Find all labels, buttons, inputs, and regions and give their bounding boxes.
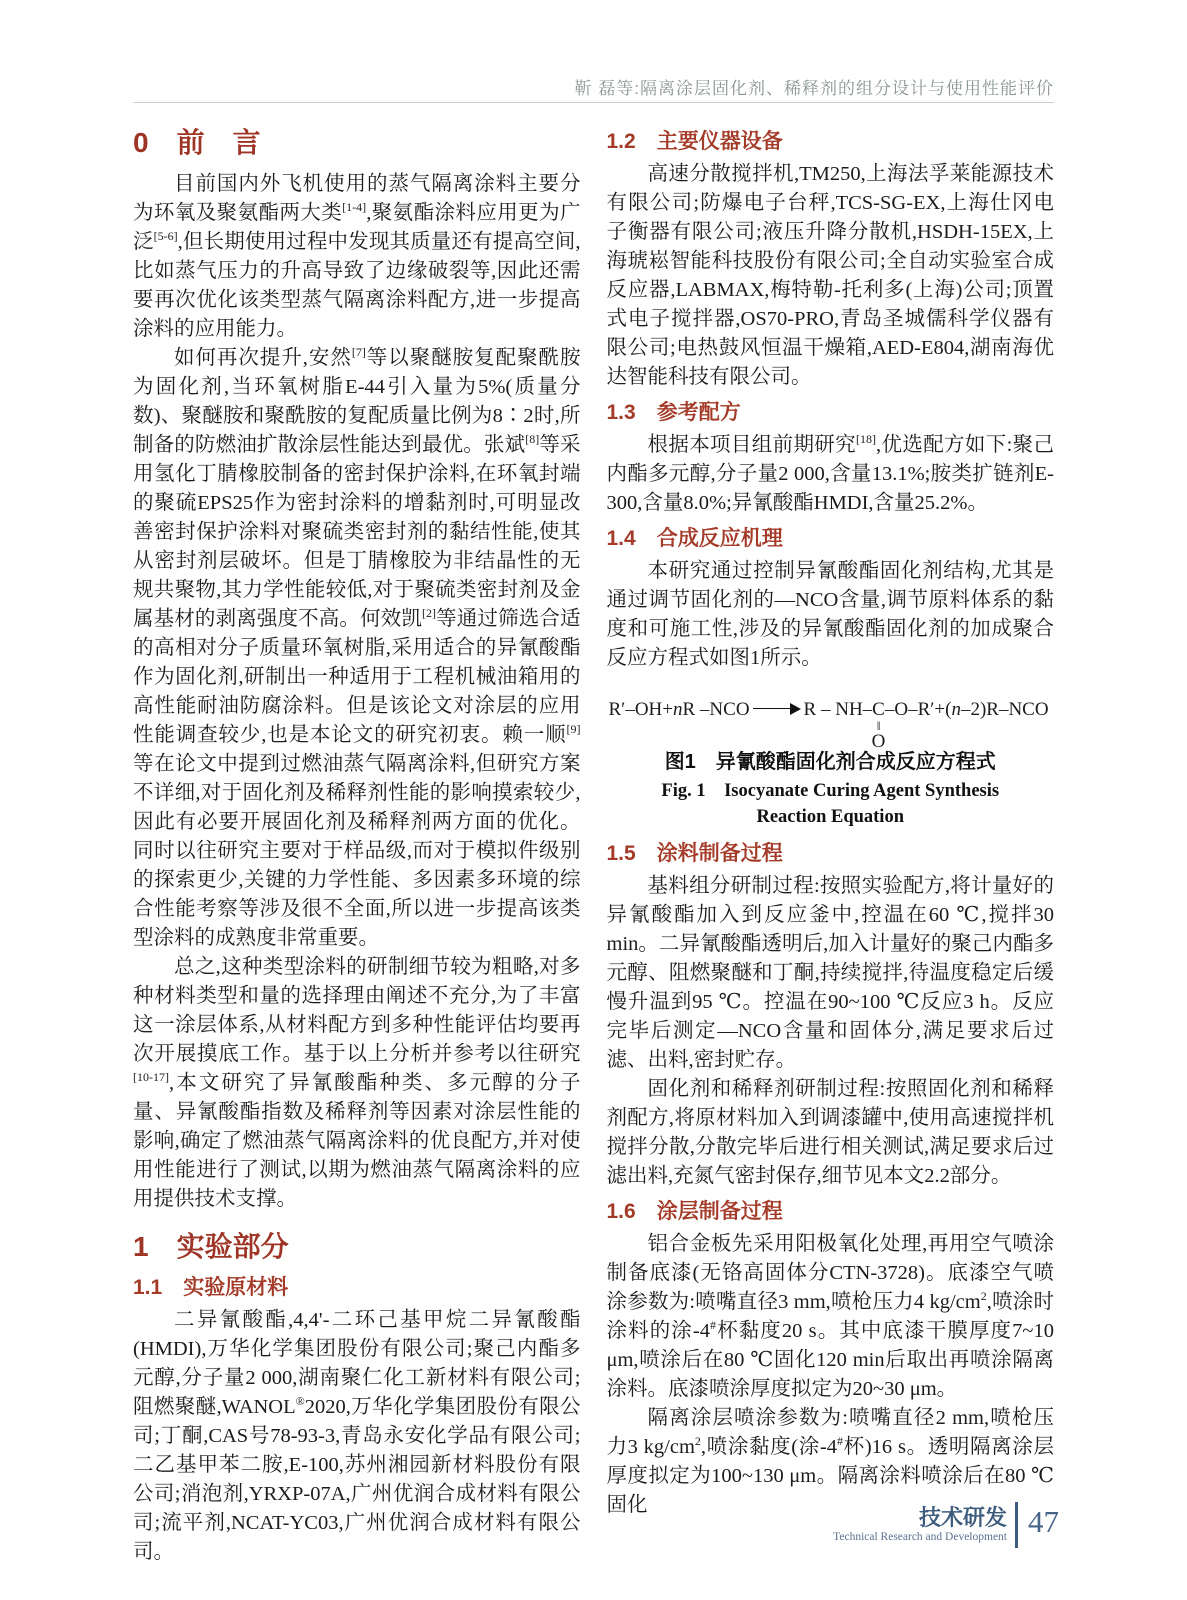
- header-rule: [133, 102, 1054, 103]
- column-left: [133, 114, 581, 1567]
- paragraph-curing-prep: 固化剂和稀释剂研制过程:按照固化剂和稀释剂配方,将原材料加入到调漆罐中,使用高速搅拌机搅拌分散,分散完毕后进行相关测试,满足要求后过滤出料,充氮气密封保存,细节见本文2.2部分。: [606, 1078, 1054, 1187]
- section-heading-experiment: 1 实验部分: [133, 1231, 289, 1262]
- figure1-caption-en: Fig. 1 Isocyanate Curing Agent Synthesis Reaction Equation: [661, 781, 1000, 827]
- page-footer: [833, 1502, 1059, 1548]
- paragraph-intro-1: 目前国内外飞机使用的蒸气隔离涂料主要分为环氧及聚氨酯两大类[1-4],聚氨酯涂料应用更为广泛[5-6],但长期使用过程中发现其质量还有提高空间,比如蒸气压力的升高导致了边缘破裂等,因此还需要再次优化该类型蒸气隔离涂料配方,进一步提高涂料的应用能力。: [133, 173, 581, 340]
- carbon-atom: C: [872, 699, 885, 720]
- page-number: 47: [1028, 1504, 1059, 1539]
- double-bond-icon: ‖: [876, 718, 881, 733]
- figure1-caption-cn: 图1 异氰酸酯固化剂合成反应方程式: [664, 751, 996, 773]
- paragraph-base-prep: 基料组分研制过程:按照实验配方,将计量好的异氰酸酯加入到反应釜中,控温在60 ℃,搅拌30 min。二异氰酸酯透明后,加入计量好的聚己内酯多元醇、阻燃聚醚和丁酮,持续搅拌,待温度稳定后缓慢升温到95 ℃。控温在90~100 ℃反应3 h。反应完毕后测定—NCO含量和固体分,满足要求后过滤、出料,密封贮存。: [606, 875, 1054, 1071]
- paragraph-mechanism: 本研究通过控制异氰酸酯固化剂结构,尤其是通过调节固化剂的—NCO含量,调节原料体系的黏度和可施工性,涉及的异氰酸酯固化剂的加成聚合反应方程式如图1所示。: [606, 560, 1054, 669]
- footer-section-en: Technical Research and Development: [833, 1530, 1007, 1543]
- section-heading-intro: 0 前 言: [133, 127, 261, 158]
- reaction-equation: [608, 699, 1055, 752]
- running-header: 靳 磊等:隔离涂层固化剂、稀释剂的组分设计与使用性能评价: [574, 79, 1054, 98]
- paragraph-formula: 根据本项目组前期研究[18],优选配方如下:聚己内酯多元醇,分子量2 000,含量13.1%;胺类扩链剂E-300,含量8.0%;异氰酸酯HMDI,含量25.2%。: [606, 432, 1054, 514]
- paragraph-materials: 二异氰酸酯,4,4'-二环己基甲烷二异氰酸酯(HMDI),万华化学集团股份有限公司;聚己内酯多元醇,分子量2 000,湖南聚仁化工新材料有限公司;阻燃聚醚,WANOL®2020,万华化学集团股份有限公司;丁酮,CAS号78-93-3,青岛永安化学品有限公司;二乙基甲苯二胺,E-100,苏州湘园新材料股份有限公司;消泡剂,YRXP-07A,广州优润合成材料有限公司;流平剂,NCAT-YC03,广州优润合成材料有限公司。: [133, 1309, 581, 1563]
- subsection-heading-coating-prep: 1.5 涂料制备过程: [606, 842, 783, 865]
- carbonyl-group: [871, 699, 886, 752]
- subsection-heading-layer-prep: 1.6 涂层制备过程: [606, 1200, 783, 1223]
- subsection-heading-equipment: 1.2 主要仪器设备: [606, 130, 783, 153]
- subsection-heading-mechanism: 1.4 合成反应机理: [606, 527, 783, 550]
- equation-lhs: R′–OH+nR –NCO: [608, 699, 750, 720]
- oxygen-atom: O: [871, 731, 886, 752]
- subsection-heading-materials: 1.1 实验原材料: [133, 1276, 289, 1299]
- equation-rhs-pre: R – NH–: [803, 699, 873, 720]
- column-right: [607, 114, 1055, 1567]
- footer-divider: [1015, 1502, 1018, 1548]
- paragraph-intro-3: 总之,这种类型涂料的研制细节较为粗略,对多种材料类型和量的选择理由阐述不充分,为了丰富这一涂层体系,从材料配方到多种性能评估均要再次开展摸底工作。基于以上分析并参考以往研究[10-17],本文研究了异氰酸酯种类、多元醇的分子量、异氰酸酯指数及稀释剂等因素对涂层性能的影响,确定了燃油蒸气隔离涂料的优良配方,并对使用性能进行了测试,以期为燃油蒸气隔离涂料的应用提供技术支撑。: [133, 956, 581, 1210]
- subsection-heading-formula: 1.3 参考配方: [606, 401, 741, 424]
- reaction-arrow-icon: [753, 699, 801, 711]
- footer-section-cn: 技术研发: [918, 1504, 1007, 1530]
- footer-section-labels: [833, 1506, 1007, 1545]
- paragraph-equipment: 高速分散搅拌机,TM250,上海法孚莱能源技术有限公司;防爆电子台秤,TCS-SG-EX,上海仕冈电子衡器有限公司;液压升降分散机,HSDH-15EX,上海琥崧智能科技股份有限公司;全自动实验室合成反应器,LABMAX,梅特勒-托利多(上海)公司;顶置式电子搅拌器,OS70-PRO,青岛圣城儒科学仪器有限公司;电热鼓风恒温干燥箱,AED-E804,湖南海优达智能科技有限公司。: [606, 163, 1054, 388]
- paragraph-isolation: 隔离涂层喷涂参数为:喷嘴直径2 mm,喷枪压力3 $kg/cm^2$,喷涂黏度(涂-4#杯)16 s。透明隔离涂层厚度拟定为100~130 μm。隔离涂料喷涂后在80 ℃固化: [606, 1407, 1054, 1516]
- paragraph-primer: 铝合金板先采用阳极氧化处理,再用空气喷涂制备底漆(无铬高固体分CTN-3728)。底漆空气喷涂参数为:喷嘴直径3 mm,喷枪压力4 $kg/cm^2$,喷涂时涂料的涂-4#杯黏度20 s。其中底漆干膜厚度7~10 μm,喷涂后在80 ℃固化120 min后取出再喷涂隔离涂料。底漆喷涂厚度拟定为20~30 μm。: [606, 1233, 1055, 1400]
- two-column-body: [133, 114, 1054, 1567]
- paragraph-intro-2: 如何再次提升,安然[7]等以聚醚胺复配聚酰胺为固化剂,当环氧树脂E-44引入量为5%(质量分数)、聚醚胺和聚酰胺的复配质量比例为8∶2时,所制备的防燃油扩散涂层性能达到最优。张斌[8]等采用氢化丁腈橡胶制备的密封保护涂料,在环氧封端的聚硫EPS25作为密封涂料的增黏剂时,可明显改善密封保护涂料对聚硫类密封剂的黏结性能,使其从密封剂层破坏。但是丁腈橡胶为非结晶性的无规共聚物,其力学性能较低,对于聚硫类密封剂及金属基材的剥离强度不高。何效凯[2]等通过筛选合适的高相对分子质量环氧树脂,采用适合的异氰酸酯作为固化剂,研制出一种适用于工程机械油箱用的高性能耐油防腐涂料。但是该论文对涂层的应用性能调查较少,也是本论文的研究初衷。赖一顺[9]等在论文中提到过燃油蒸气隔离涂料,但研究方案不详细,对于固化剂及稀释剂性能的影响摸索较少,因此有必要开展固化剂及稀释剂两方面的优化。同时以往研究主要对于样品级,而对于模拟件级别的探索更少,关键的力学性能、多因素多环境的综合性能考察等涉及很不全面,所以进一步提高该类型涂料的成熟度非常重要。: [133, 345, 581, 949]
- equation-rhs-post: –O–R′+(n–2)R–NCO: [884, 699, 1049, 720]
